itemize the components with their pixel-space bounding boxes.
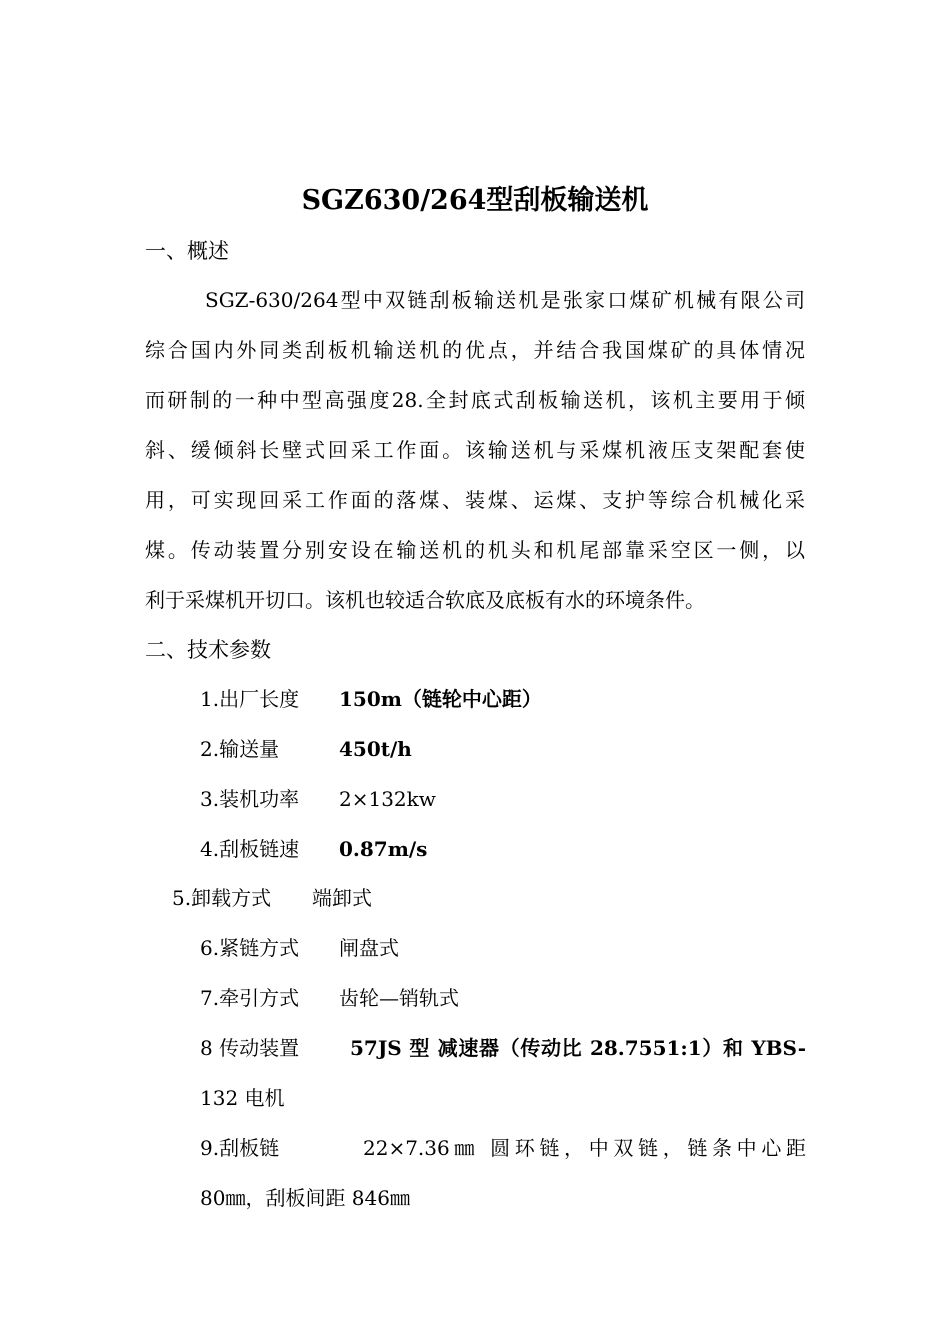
spec-item bbox=[200, 983, 459, 1013]
spec-value: 2×132kw bbox=[339, 787, 436, 811]
spec-continuation: 132 电机 bbox=[200, 1086, 285, 1110]
spec-item bbox=[200, 933, 399, 963]
spec-continuation: 80㎜，刮板间距 846㎜ bbox=[200, 1186, 410, 1210]
spec-value: 闸盘式 bbox=[339, 936, 399, 960]
document-title: SGZ630/264型刮板输送机 bbox=[301, 185, 649, 216]
spec-item bbox=[200, 834, 428, 864]
spec-item bbox=[200, 784, 436, 814]
spec-item bbox=[200, 1133, 806, 1163]
spec-label: 1.出厂长度 bbox=[200, 687, 300, 711]
spec-value: 22×7.36㎜ 圆环链，中双链，链条中心距 bbox=[363, 1136, 806, 1160]
spec-item bbox=[200, 1033, 806, 1063]
spec-item bbox=[200, 734, 412, 764]
section-heading-specs: 二、技术参数 bbox=[145, 638, 271, 662]
spec-label: 3.装机功率 bbox=[200, 787, 300, 811]
spec-value: 150m（链轮中心距） bbox=[339, 687, 542, 711]
spec-value: 齿轮—销轨式 bbox=[339, 986, 459, 1010]
spec-label: 5.卸载方式 bbox=[172, 886, 272, 910]
spec-label: 2.输送量 bbox=[200, 737, 280, 761]
spec-value: 端卸式 bbox=[312, 886, 372, 910]
spec-label: 7.牵引方式 bbox=[200, 986, 300, 1010]
spec-label: 9.刮板链 bbox=[200, 1136, 280, 1160]
paragraph-line: 用，可实现回采工作面的落煤、装煤、运煤、支护等综合机械化采 bbox=[145, 488, 805, 512]
paragraph-line: 而研制的一种中型高强度28.全封底式刮板输送机，该机主要用于倾 bbox=[145, 388, 805, 412]
paragraph-line: 煤。传动装置分别安设在输送机的机头和机尾部靠采空区一侧，以 bbox=[145, 538, 805, 562]
paragraph-line: 斜、缓倾斜长壁式回采工作面。该输送机与采煤机液压支架配套使 bbox=[145, 438, 805, 462]
spec-label: 4.刮板链速 bbox=[200, 837, 300, 861]
spec-item bbox=[200, 684, 542, 714]
paragraph-line: SGZ-630/264型中双链刮板输送机是张家口煤矿机械有限公司 bbox=[205, 288, 805, 312]
spec-value: 450t/h bbox=[339, 737, 412, 761]
spec-label: 8 传动装置 bbox=[200, 1036, 300, 1060]
spec-value: 0.87m/s bbox=[339, 837, 428, 861]
spec-label: 6.紧链方式 bbox=[200, 936, 300, 960]
spec-item bbox=[172, 883, 372, 913]
paragraph-line: 综合国内外同类刮板机输送机的优点，并结合我国煤矿的具体情况 bbox=[145, 338, 805, 362]
section-heading-overview: 一、概述 bbox=[145, 239, 229, 263]
paragraph-line: 利于采煤机开切口。该机也较适合软底及底板有水的环境条件。 bbox=[145, 588, 705, 612]
spec-value: 57JS 型 减速器（传动比 28.7551:1）和 YBS- bbox=[350, 1036, 806, 1060]
